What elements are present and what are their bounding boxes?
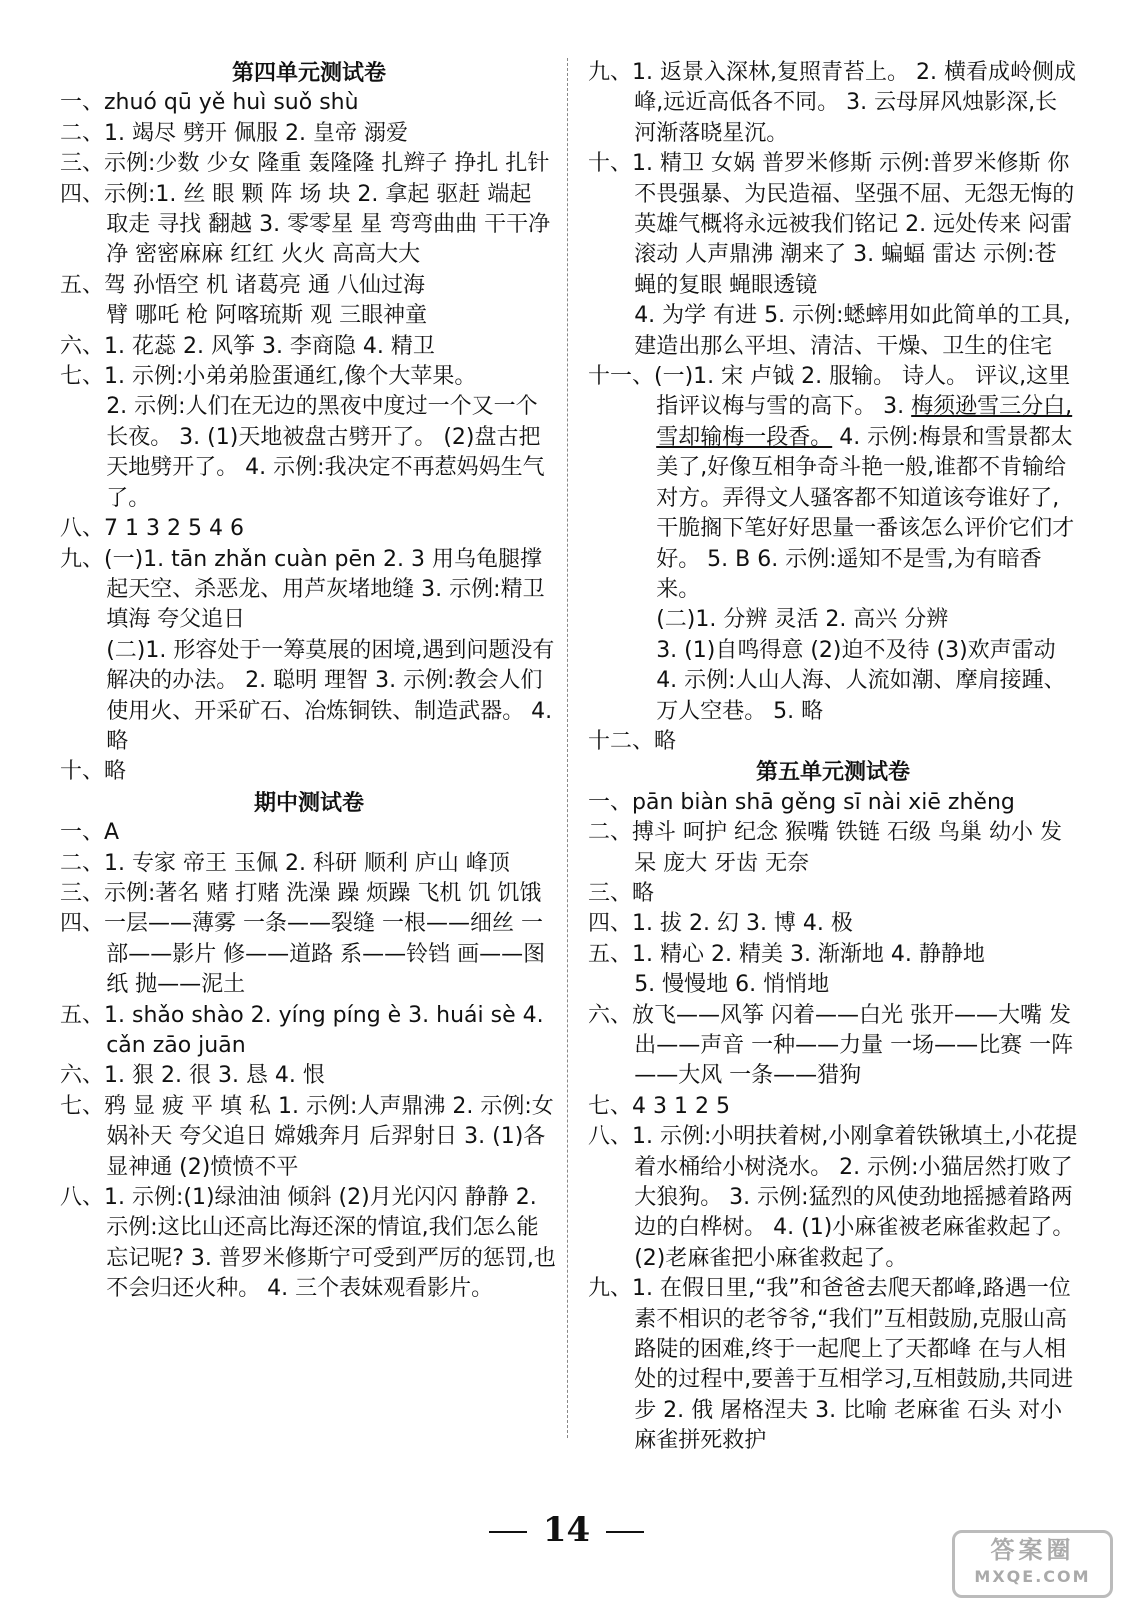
- u4-q9-part1: 九、(一)1. tān zhǎn cuàn pēn 2. 3 用乌龟腿撑起天空、杀恶龙、用芦灰堵地缝 3. 示例:精卫填海 夸父追日: [60, 546, 545, 633]
- right-column: [588, 58, 1078, 1457]
- column-divider: [567, 58, 568, 1438]
- u4-q8: 八、7 1 3 2 5 4 6: [60, 516, 244, 542]
- mid-q11-text-a: 十一、(一)1. 宋 卢钺 2. 服输。 诗人。 评议,这里指评议梅与雪的高下。 3.: [588, 364, 1071, 420]
- mid-q11-part1: [588, 362, 1078, 605]
- mid-q8: 八、1. 示例:(1)绿油油 倾斜 (2)月光闪闪 静静 2. 示例:这比山还高比海还深的情谊,我们怎么能忘记呢? 3. 普罗米修斯宁可受到严厉的惩罚,也不会归还火种。 4. 三个表妹观看影片。: [60, 1185, 556, 1302]
- u5-q6: 六、放飞——风筝 闪着——白光 张开——大嘴 发出——声音 一种——力量 一场——比赛 一阵——大风 一条——猎狗: [588, 1002, 1074, 1089]
- left-column: [60, 58, 558, 1305]
- unit4-title: 第四单元测试卷: [231, 60, 386, 86]
- u4-q5-line2: 臂 哪吒 枪 阿喀琉斯 观 三眼神童: [106, 303, 428, 329]
- u4-q3: 三、示例:少数 少女 隆重 轰隆隆 扎辫子 挣扎 扎针: [60, 151, 550, 177]
- u5-q1: 一、pān biàn shā gěng sī nài xiē zhěng: [588, 789, 1015, 815]
- u5-q4: 四、1. 拔 2. 幻 3. 博 4. 极: [588, 911, 853, 937]
- footer-dash-right: [606, 1531, 644, 1533]
- u4-q9-part2: (二)1. 形容处于一筹莫展的困境,遇到问题没有解决的办法。 2. 聪明 理智 3. 示例:教会人们使用火、开采矿石、冶炼铜铁、制造武器。 4. 略: [106, 637, 555, 754]
- watermark-url: MXQE.COM: [974, 1567, 1091, 1586]
- mid-q4: 四、一层——薄雾 一条——裂缝 一根——细丝 一部——影片 修——道路 系——铃铛 画——图纸 抛——泥土: [60, 911, 546, 998]
- u4-q5-line1: 五、驾 孙悟空 机 诸葛亮 通 八仙过海: [60, 272, 425, 298]
- mid-q10-part1: 十、1. 精卫 女娲 普罗米修斯 示例:普罗米修斯 你不畏强暴、为民造福、坚强不屈、无怨无悔的英雄气概将永远被我们铭记 2. 远处传来 闷雷滚动 人声鼎沸 潮来了 3. 蝙蝠 雷达 示例:苍蝇的复眼 蝇眼透镜: [588, 151, 1075, 298]
- mid-q9: 九、1. 返景入深林,复照青苔上。 2. 横看成岭侧成峰,远近高低各不同。 3. 云母屏风烛影深,长河渐落晓星沉。: [588, 60, 1076, 146]
- u5-q9: 九、1. 在假日里,“我”和爸爸去爬天都峰,路遇一位素不相识的老爷爷,“我们”互相鼓励,克服山高路陡的困难,终于一起爬上了天都峰 在与人相处的过程中,要善于互相学习,互相鼓励,共同进步 2. 俄 屠格涅夫 3. 比喻 老麻雀 石头 对小麻雀拼死救护: [588, 1276, 1074, 1454]
- u4-q2: 二、1. 竭尽 劈开 佩服 2. 皇帝 溺爱: [60, 120, 408, 146]
- u4-q10: 十、略: [60, 759, 127, 785]
- mid-q11-part3: 3. (1)自鸣得意 (2)迫不及待 (3)欢声雷动 4. 示例:人山人海、人流如潮、摩肩接踵、万人空巷。 5. 略: [656, 637, 1066, 724]
- mid-q10-part2: 4. 为学 有进 5. 示例:蟋蟀用如此简单的工具,建造出那么平坦、清洁、干燥、卫生的住宅: [634, 303, 1071, 359]
- u5-q2: 二、搏斗 呵护 纪念 猴嘴 铁链 石级 鸟巢 幼小 发呆 庞大 牙齿 无奈: [588, 820, 1062, 876]
- u5-q5-line1: 五、1. 精心 2. 精美 3. 渐渐地 4. 静静地: [588, 941, 985, 967]
- unit5-title: 第五单元测试卷: [755, 759, 910, 786]
- midterm-title: 期中测试卷: [253, 789, 364, 816]
- mid-q1: 一、A: [60, 820, 120, 846]
- u5-q3: 三、略: [588, 880, 655, 906]
- u5-q8: 八、1. 示例:小明扶着树,小刚拿着铁锹填土,小花提着水桶给小树浇水。 2. 示例:小猫居然打败了大狼狗。 3. 示例:猛烈的风使劲地摇撼着路两边的白桦树。 4. (1)小麻雀被老麻雀救起了。 (2)老麻雀把小麻雀救起了。: [588, 1124, 1078, 1271]
- u4-q6: 六、1. 花蕊 2. 风筝 3. 李商隐 4. 精卫: [60, 333, 435, 359]
- mid-q5: 五、1. shǎo shào 2. yíng píng è 3. huái sè 4. cǎn zāo juān: [60, 1002, 544, 1058]
- footer-dash-left: [489, 1531, 527, 1533]
- u4-q4: 四、示例:1. 丝 眼 颗 阵 场 块 2. 拿起 驱赶 端起 取走 寻找 翻越 3. 零零星 星 弯弯曲曲 干干净净 密密麻麻 红红 火火 高高大大: [60, 181, 551, 268]
- u5-q5-line2: 5. 慢慢地 6. 悄悄地: [634, 972, 830, 998]
- mid-q7: 七、鸦 显 疲 平 填 私 1. 示例:人声鼎沸 2. 示例:女娲补天 夸父追日 嫦娥奔月 后羿射日 3. (1)各显神通 (2)愤愤不平: [60, 1093, 554, 1180]
- u4-q1: 一、zhuó qū yě huì suǒ shù: [60, 90, 359, 116]
- watermark-text: 答案圈: [990, 1536, 1075, 1564]
- mid-q11-text-b: 4. 示例:梅景和雪景都太美了,好像互相争奇斗艳一般,谁都不肯输给对方。弄得文人骚客都不知道该夸谁好了,干脆搁下笔好好思量一番该怎么评价它们才好。 5. B 6. 示例:遥知不是雪,为有暗香来。: [656, 424, 1075, 602]
- mid-q11-underlined-poem: 梅须逊雪三分白,雪却输梅一段香。: [656, 394, 1073, 450]
- u4-q7-part1: 七、1. 示例:小弟弟脸蛋通红,像个大苹果。: [60, 364, 477, 390]
- mid-q3: 三、示例:著名 赌 打赌 洗澡 躁 烦躁 飞机 饥 饥饿: [60, 880, 542, 906]
- mid-q6: 六、1. 狠 2. 很 3. 恳 4. 恨: [60, 1063, 325, 1089]
- mid-q12: 十二、略: [588, 728, 677, 754]
- watermark-logo: [952, 1530, 1113, 1598]
- mid-q2: 二、1. 专家 帝王 玉佩 2. 科研 顺利 庐山 峰顶: [60, 850, 510, 876]
- page-number: 14: [542, 1510, 591, 1550]
- mid-q11-part2: (二)1. 分辨 灵活 2. 高兴 分辨: [656, 607, 949, 633]
- u5-q7: 七、4 3 1 2 5: [588, 1093, 730, 1119]
- u4-q7-part2: 2. 示例:人们在无边的黑夜中度过一个又一个长夜。 3. (1)天地被盘古劈开了。 (2)盘古把天地劈开了。 4. 示例:我决定不再惹妈妈生气了。: [106, 394, 545, 511]
